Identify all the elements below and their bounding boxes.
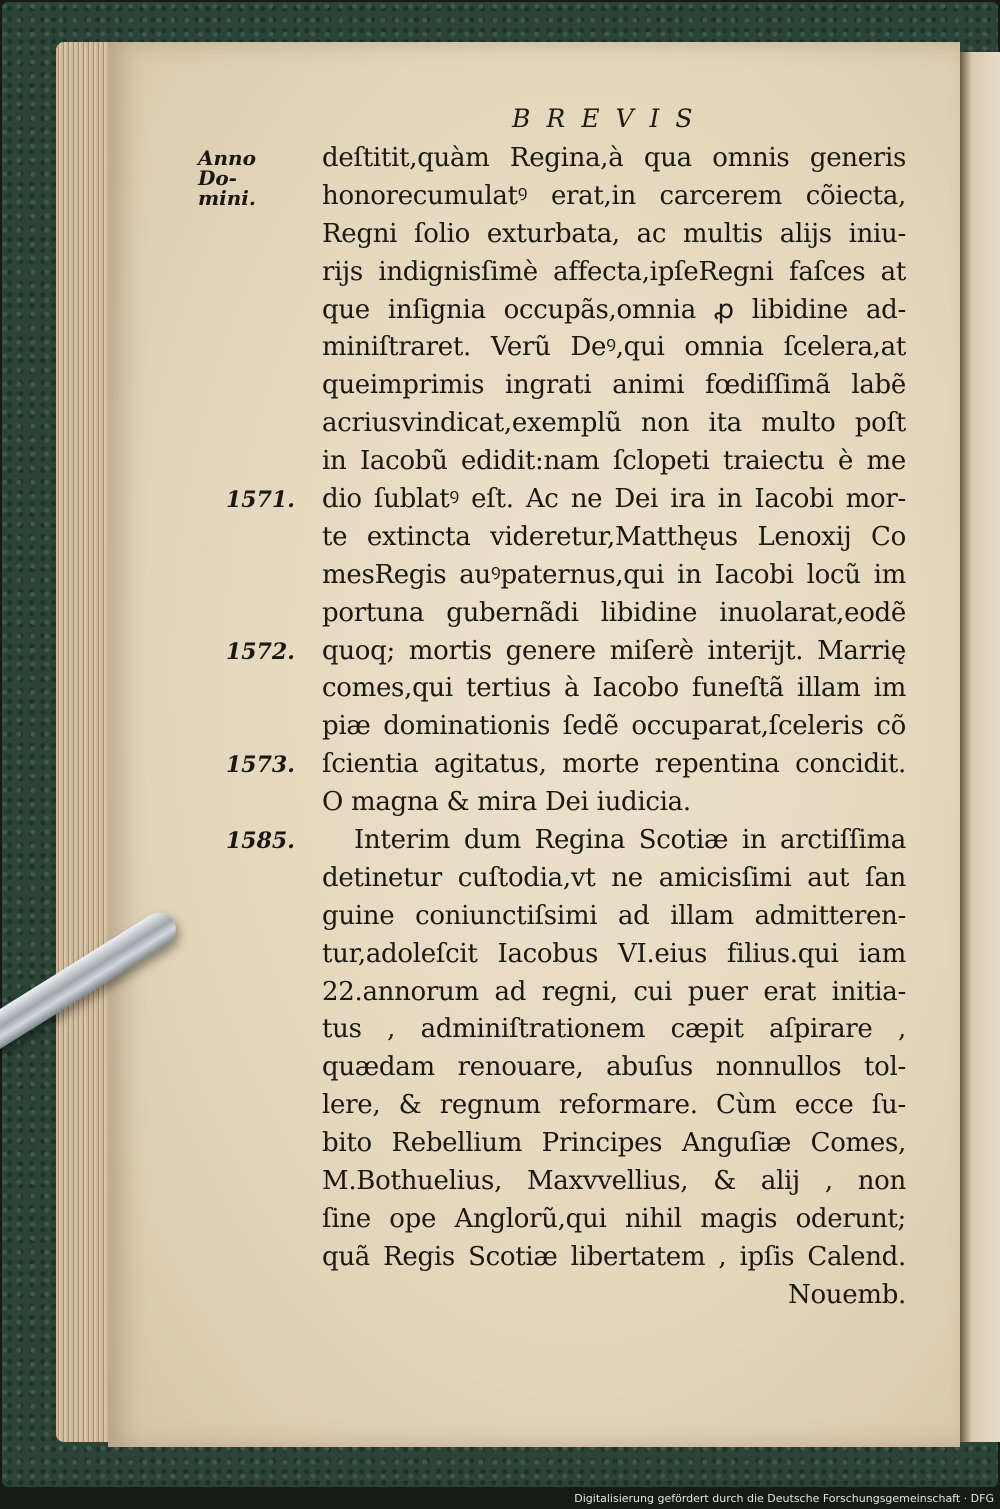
facing-page-edge <box>960 52 1000 1442</box>
text-line: bito Rebellium Principes Anguſiæ Comes, <box>322 1128 906 1159</box>
text-line: O magna & mira Dei iudicia. <box>322 787 691 818</box>
margin-year: 1572. <box>226 638 295 665</box>
text-line: lere, & regnum reformare. Cùm ecce ſu- <box>322 1090 906 1121</box>
text-line: portuna gubernãdi libidine inuolarat,eodẽ <box>322 597 906 628</box>
text-line: Regni ſolio exturbata, ac multis alijs iniu- <box>322 218 906 249</box>
text-line: acriusvindicat,exemplũ non ita multo poſt <box>322 408 906 439</box>
text-line: rijs indignisſimè affecta,ipſeRegni faſces at <box>322 256 906 287</box>
text-line: guine coniunctiſsimi ad illam admitteren- <box>322 900 906 931</box>
digitization-credit: Digitalisierung gefördert durch die Deutsche Forschungsgemeinschaft · DFG <box>574 1492 994 1505</box>
text-line: piæ dominationis ſedẽ occuparat,ſceleris cõ <box>322 711 906 742</box>
margin-year: 1585. <box>226 828 295 855</box>
text-line: quã Regis Scotiæ libertatem , ipſis Calend. <box>322 1241 906 1272</box>
text-line: queimprimis ingrati animi fœdiſſimã labẽ <box>322 370 906 401</box>
text-line: ſine ope Anglorũ,qui nihil magis oderunt; <box>322 1203 906 1234</box>
text-line: Nouemb. <box>788 1279 906 1310</box>
text-line: ſcientia agitatus, morte repentina concidit. <box>322 749 906 780</box>
margin-year: 1571. <box>226 487 295 514</box>
running-head: BREVIS <box>512 104 709 133</box>
text-line: deſtitit,quàm Regina,à qua omnis generis <box>322 143 906 173</box>
text-line: tus , adminiſtrationem cæpit aſpirare , <box>322 1014 906 1045</box>
text-line: honorecumulatꝰ erat,in carcerem cõiecta, <box>322 180 906 211</box>
text-line: tur,adoleſcit Iacobus VI.eius filius.qui iam <box>322 938 906 969</box>
text-line: mesRegis auꝰpaternus,qui in Iacobi locũ im <box>322 559 906 590</box>
margin-note: Anno Do- mini. <box>198 146 256 210</box>
text-line: comes,qui tertius à Iacobo funeſtã illam im <box>322 673 906 704</box>
text-line: detinetur cuſtodia,vt ne amicisſimi aut ſan <box>322 862 906 893</box>
text-line: que inſignia occupãs,omnia ꝓ libidine ad- <box>322 294 906 325</box>
text-line: Interim dum Regina Scotiæ in arctiſſima <box>354 825 906 856</box>
text-line: dio ſublatꝰ eſt. Ac ne Dei ira in Iacobi mor- <box>322 484 906 515</box>
text-line: miniſtraret. Verũ Deꝰ,qui omnia ſcelera,at <box>322 332 906 363</box>
text-line: te extincta videretur,Matthęus Lenoxij Co <box>322 521 906 552</box>
text-line: 22.annorum ad regni, cui puer erat initia- <box>322 976 906 1007</box>
margin-year: 1573. <box>226 752 295 779</box>
text-line: quoq; mortis genere miſerè interijt. Marrię <box>322 635 906 666</box>
text-line: quædam renouare, abuſus nonnullos tol- <box>322 1052 906 1083</box>
text-line: in Iacobũ edidit:nam ſclopeti traiectu è me <box>322 446 906 477</box>
body-text <box>322 140 906 1315</box>
text-line: M.Bothuelius, Maxvvellius, & alij , non <box>322 1166 906 1197</box>
